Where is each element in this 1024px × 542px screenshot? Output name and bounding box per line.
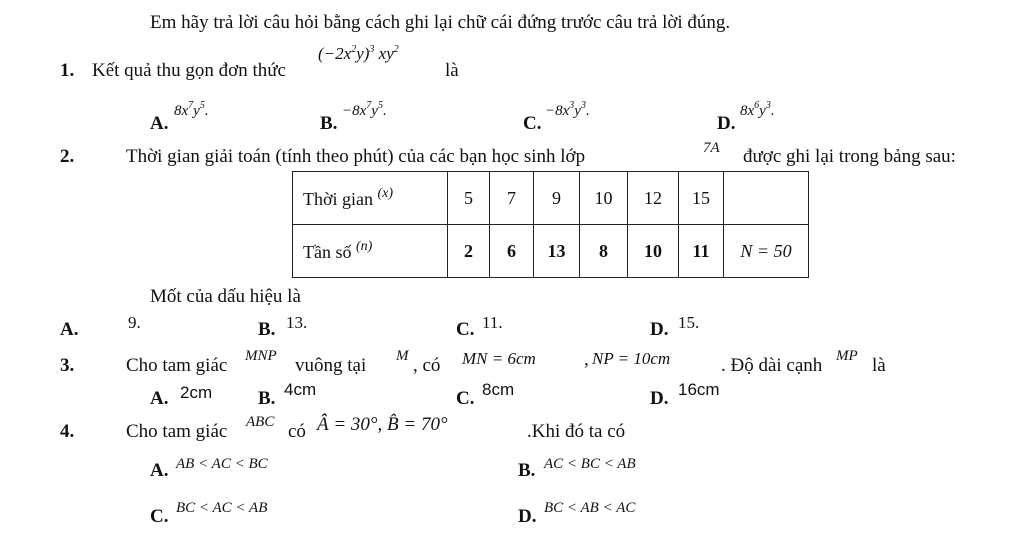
q2-question: Mốt của dấu hiệu là [150, 286, 301, 307]
table-cell: 13 [534, 225, 580, 278]
q4-option-c-letter: C. [150, 506, 169, 527]
q1-option-d-letter: D. [717, 113, 736, 134]
table-row-time [293, 172, 809, 225]
q4-option-d-letter: D. [518, 506, 537, 527]
q2-text2: được ghi lại trong bảng sau: [743, 146, 956, 167]
frequency-label: Tần số [303, 242, 352, 262]
frequency-table [292, 171, 809, 278]
table-cell: 6 [490, 225, 534, 278]
q1-suffix: là [445, 60, 459, 81]
q4-angles: Â = 30°, B̂ = 70° [317, 414, 448, 435]
table-total-cell: N = 50 [724, 225, 809, 278]
q4-triangle: ABC [246, 414, 275, 430]
frequency-var: (n) [356, 239, 373, 254]
table-cell [724, 172, 809, 225]
q1-option-c-letter: C. [523, 113, 542, 134]
q3-text-c: , có [413, 355, 441, 376]
q2-number: 2. [60, 146, 75, 167]
q4-option-c-value: BC < AC < AB [176, 500, 268, 516]
q4-text-c: .Khi đó ta có [527, 421, 626, 442]
q2-option-d-value: 15. [678, 313, 700, 332]
q3-option-a-value: 2cm [180, 383, 213, 402]
table-cell: 8 [580, 225, 628, 278]
q2-option-c-letter: C. [456, 319, 475, 340]
q2-option-d-letter: D. [650, 319, 669, 340]
table-header-frequency [293, 225, 448, 278]
q4-option-a-value: AB < AC < BC [176, 456, 268, 472]
q3-np: NP = 10cm [592, 349, 671, 368]
q2-option-b-letter: B. [258, 319, 276, 340]
q4-number: 4. [60, 421, 75, 442]
table-cell: 11 [679, 225, 724, 278]
q1-option-a-letter: A. [150, 113, 169, 134]
q1-text: Kết quả thu gọn đơn thức [92, 60, 286, 81]
q1-option-a-value: $8x^7y^5$. [174, 100, 209, 119]
table-cell: 10 [628, 225, 679, 278]
q1-option-b-value: $-8x^7y^5$. [342, 100, 387, 119]
q1-option-c-value: $-8x^3y^3$. [545, 100, 590, 119]
table-cell: 15 [679, 172, 724, 225]
q4-option-b-letter: B. [518, 460, 536, 481]
q3-comma: , [584, 349, 589, 370]
q1-number: 1. [60, 60, 75, 81]
q3-option-a-letter: A. [150, 388, 169, 409]
q4-option-d-value: BC < AB < AC [544, 500, 636, 516]
table-header-time [293, 172, 448, 225]
q3-mn: MN = 6cm [462, 349, 536, 368]
q3-triangle: MNP [245, 348, 277, 364]
table-cell: 7 [490, 172, 534, 225]
table-cell: 12 [628, 172, 679, 225]
q2-option-c-value: 11. [482, 313, 503, 332]
table-cell: 10 [580, 172, 628, 225]
q3-side: MP [836, 348, 858, 364]
q3-option-d-value: 16cm [678, 380, 720, 399]
table-row-frequency [293, 225, 809, 278]
q3-option-c-letter: C. [456, 388, 475, 409]
q2-option-b-value: 13. [286, 313, 308, 332]
q2-option-a-value: 9. [128, 313, 141, 332]
q4-text-b: có [288, 421, 306, 442]
q1-expression: $(-2x^2y)^3$ $xy^2$ [318, 44, 399, 63]
time-label: Thời gian [303, 189, 374, 209]
time-var: (x) [377, 186, 394, 201]
q4-text-a: Cho tam giác [126, 421, 228, 442]
table-cell: 5 [448, 172, 490, 225]
instruction: Em hãy trả lời câu hỏi bằng cách ghi lại chữ cái đứng trước câu trả lời đúng. [150, 12, 731, 33]
q1-option-b-letter: B. [320, 113, 338, 134]
table-cell: 2 [448, 225, 490, 278]
q3-option-b-letter: B. [258, 388, 276, 409]
q4-option-a-letter: A. [150, 460, 169, 481]
q1-option-d-value: $8x^6y^3$. [740, 100, 775, 119]
table-cell: 9 [534, 172, 580, 225]
q2-text: Thời gian giải toán (tính theo phút) của các bạn học sinh lớp [126, 146, 586, 167]
q3-number: 3. [60, 355, 75, 376]
q2-class-name: 7A [703, 140, 720, 156]
q3-text-b: vuông tại [295, 355, 367, 376]
q3-text-d: . Độ dài cạnh [721, 355, 823, 376]
q2-option-a-letter: A. [60, 319, 79, 340]
q3-option-c-value: 8cm [482, 380, 515, 399]
q3-vertex: M [396, 348, 409, 364]
q4-option-b-value: AC < BC < AB [544, 456, 636, 472]
q3-option-b-value: 4cm [284, 380, 317, 399]
q3-text-a: Cho tam giác [126, 355, 228, 376]
q3-option-d-letter: D. [650, 388, 669, 409]
q3-text-e: là [872, 355, 886, 376]
